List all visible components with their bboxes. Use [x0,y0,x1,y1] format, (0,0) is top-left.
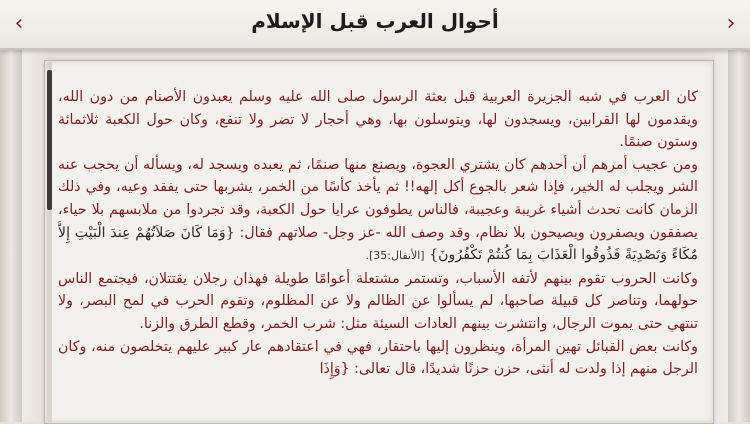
left-rail [0,0,22,422]
scrollbar-thumb[interactable] [47,70,52,210]
paragraph-4 [58,336,698,381]
page-title: أحوال العرب قبل الإسلام [251,9,499,33]
paragraph-1 [58,86,698,154]
verse-reference: [الأنفال:35]. [365,249,425,263]
scrollbar[interactable] [47,62,52,422]
paragraph-3-text: وكانت الحروب تقوم بينهم لأتفه الأسباب، وتستمر مشتعلة أعوامًا طويلة فهذان رجلان يقتتلان، فيجتمع الناس حولهما، وتناصر كل قبيلة صاحبها، لم يسألوا عن الظالم ولا عن المظلوم، وتقوم الحرب في لمح البصر، ولا تنتهي حتى يموت الرجال، وانتشرت بينهم العادات السيئة مثل: شرب الخمر، وقطع الطرق والزنا. [58,270,698,332]
forward-chevron-icon[interactable]: › [726,10,736,36]
paragraph-1-text: كان العرب في شبه الجزيرة العربية قبل بعثة الرسول صلى الله عليه وسلم يعبدون الأصنام من دون الله، ويقدمون لها القرابين، ويسجدون لها، ويتوسلون بها، وهي أحجار لا تضر ولا تنفع، وكان حول الكعبة ثلاثمائة وستون صنمًا. [58,89,698,151]
paragraph-3 [58,268,698,336]
paragraph-4-text: وكانت بعض القبائل تهين المرأة، وينظرون إليها باحتقار، فهي في اعتقادهم عار كبير عليهم يتخلصون منه، وكان الرجل منهم إذا ولدت له أنثى، حزن حزنًا شديدًا، قال تعالى: {وَإِذَا [58,338,698,378]
paragraph-2 [58,154,698,268]
header-bar [0,0,750,50]
paragraph-2-text: ومن عجيب أمرهم أن أحدهم كان يشتري العجوة، ويصنع منها صنمًا، ثم يعبده ويسجد له، ويسأله أن يحجب عنه الشر ويجلب له الخير، فإذا شعر بالجوع أكل إلهه!! ثم يأخذ كأسًا من الخمر، يشربها حتى يفقد وعيه، وفي ذلك الزمان كانت تحدث أشياء غريبة وعجيبة، فالناس يطوفون عرايا حول الكعبة، وقد تجردوا من ملابسهم بلا حياء، يصفقون ويصفرون ويصيحون بلا نظام، وقد وصف الله -عز وجل- صلاتهم فقال: [58,156,698,241]
quran-verse: {وَمَا كَانَ صَلاَتُهُمْ عِندَ الْبَيْتِ إِلاَّ مُكَاءً وَتَصْدِيَةً فَذُوقُوا الْعَذَابَ بِمَا كُنتُمْ تَكْفُرُونَ} [58,224,698,264]
article-content[interactable] [58,86,698,422]
right-rail [728,0,750,422]
back-chevron-icon[interactable]: ‹ [14,10,24,36]
